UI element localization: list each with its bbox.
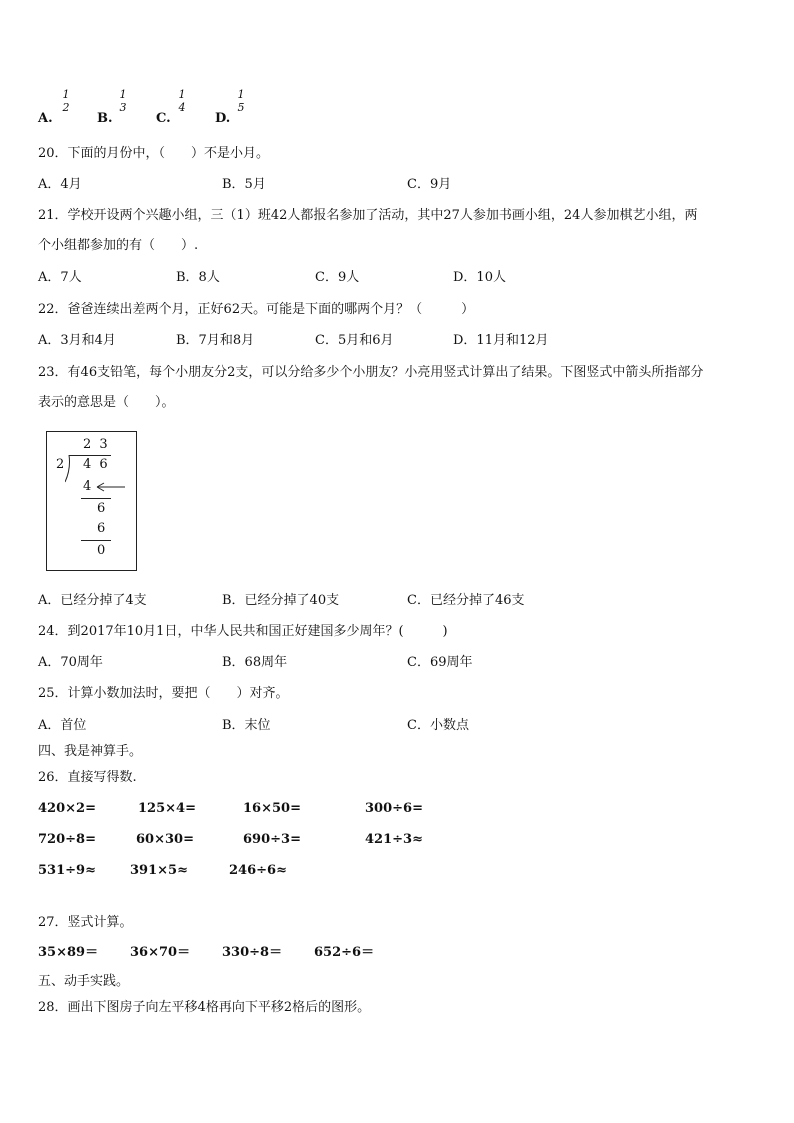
fraction-denominator: 5 [237, 101, 245, 114]
q23-stem-line2: 表示的意思是（ ）。 [38, 395, 175, 410]
section-4-heading: 四、我是神算手。 [38, 744, 143, 759]
division-remainder: 0 [97, 543, 106, 558]
q20-option-b: B．5月 [222, 177, 266, 192]
q25-stem: 25．计算小数加法时，要把（ ）对齐。 [38, 686, 289, 701]
q19-option-a-fraction [60, 88, 72, 114]
q26-item: 720÷8= [38, 832, 96, 847]
fraction-denominator: 2 [62, 101, 70, 114]
q21-option-c: C．9人 [315, 270, 360, 285]
q24-stem: 24．到2017年10月1日，中华人民共和国正好建国多少周年？( ) [38, 624, 448, 639]
q25-option-c: C．小数点 [407, 718, 469, 733]
arrow-left-icon [95, 480, 127, 494]
q26-item: 690÷3= [243, 832, 301, 847]
q22-option-c: C．5月和6月 [315, 333, 394, 348]
division-step-1: 4 [83, 479, 92, 494]
section-5-heading: 五、动手实践。 [38, 974, 130, 989]
fraction-numerator: 1 [119, 88, 127, 101]
q21-option-a: A．7人 [38, 270, 82, 285]
q27-item: 652÷6＝ [314, 945, 375, 960]
q26-item: 420×2= [38, 801, 96, 816]
q21-option-b: B．8人 [176, 270, 220, 285]
q27-stem: 27．竖式计算。 [38, 915, 133, 930]
fraction-numerator: 1 [62, 88, 70, 101]
division-quotient: 2 3 [83, 437, 110, 452]
q21-option-d: D．10人 [453, 270, 506, 285]
q23-option-a: A．已经分掉了4支 [38, 593, 147, 608]
q22-option-b: B．7月和8月 [176, 333, 255, 348]
division-step-3: 6 [97, 521, 106, 536]
q23-option-c: C．已经分掉了46支 [407, 593, 525, 608]
division-bracket-curve [65, 455, 73, 483]
q26-item: 16×50= [243, 801, 301, 816]
q22-option-d: D．11月和12月 [453, 333, 549, 348]
q26-item: 125×4= [138, 801, 196, 816]
division-bracket-top [69, 455, 111, 456]
q24-option-c: C．69周年 [407, 655, 473, 670]
q22-option-a: A．3月和4月 [38, 333, 116, 348]
fraction-numerator: 1 [178, 88, 186, 101]
division-divisor: 2 [56, 457, 65, 472]
fraction-denominator: 4 [178, 101, 186, 114]
fraction-denominator: 3 [119, 101, 127, 114]
q19-option-a-label: A. [38, 111, 53, 126]
division-dividend: 4 6 [83, 457, 110, 472]
q21-stem-line2: 个小组都参加的有（ ）. [38, 238, 199, 253]
q19-option-d-label: D. [215, 111, 231, 126]
q20-option-a: A．4月 [38, 177, 82, 192]
q20-option-c: C．9月 [407, 177, 452, 192]
division-line-2 [81, 540, 111, 541]
q28-stem: 28．画出下图房子向左平移4格再向下平移2格后的图形。 [38, 1000, 371, 1015]
q25-option-b: B．末位 [222, 718, 271, 733]
q27-item: 36×70＝ [130, 945, 191, 960]
q26-item: 391×5≈ [130, 863, 188, 878]
long-division-figure [46, 431, 137, 571]
q20-stem: 20．下面的月份中，（ ）不是小月。 [38, 146, 270, 161]
q21-stem-line1: 21．学校开设两个兴趣小组，三（1）班42人都报名参加了活动，其中27人参加书画小组，24人参加棋艺小组，两 [38, 208, 698, 223]
q19-option-b-fraction [117, 88, 129, 114]
q26-stem: 26．直接写得数. [38, 770, 137, 785]
q26-item: 246÷6≈ [229, 863, 287, 878]
q23-stem-line1: 23．有46支铅笔，每个小朋友分2支，可以分给多少个小朋友？小亮用竖式计算出了结果。下图竖式中箭头所指部分 [38, 365, 704, 380]
q19-option-b-label: B. [97, 111, 113, 126]
q22-stem: 22．爸爸连续出差两个月，正好62天。可能是下面的哪两个月？（ ） [38, 302, 475, 317]
q26-item: 531÷9≈ [38, 863, 96, 878]
q26-item: 60×30= [136, 832, 194, 847]
q27-item: 330÷8＝ [222, 945, 283, 960]
division-line-1 [81, 498, 111, 499]
q23-option-b: B．已经分掉了40支 [222, 593, 340, 608]
q24-option-b: B．68周年 [222, 655, 288, 670]
fraction-numerator: 1 [237, 88, 245, 101]
q27-item: 35×89＝ [38, 945, 99, 960]
q19-option-d-fraction [235, 88, 247, 114]
q26-item: 300÷6= [365, 801, 423, 816]
q26-item: 421÷3≈ [365, 832, 423, 847]
q24-option-a: A．70周年 [38, 655, 103, 670]
q25-option-a: A．首位 [38, 718, 87, 733]
division-step-2: 6 [97, 501, 106, 516]
q19-option-c-fraction [176, 88, 188, 114]
q19-option-c-label: C. [156, 111, 171, 126]
